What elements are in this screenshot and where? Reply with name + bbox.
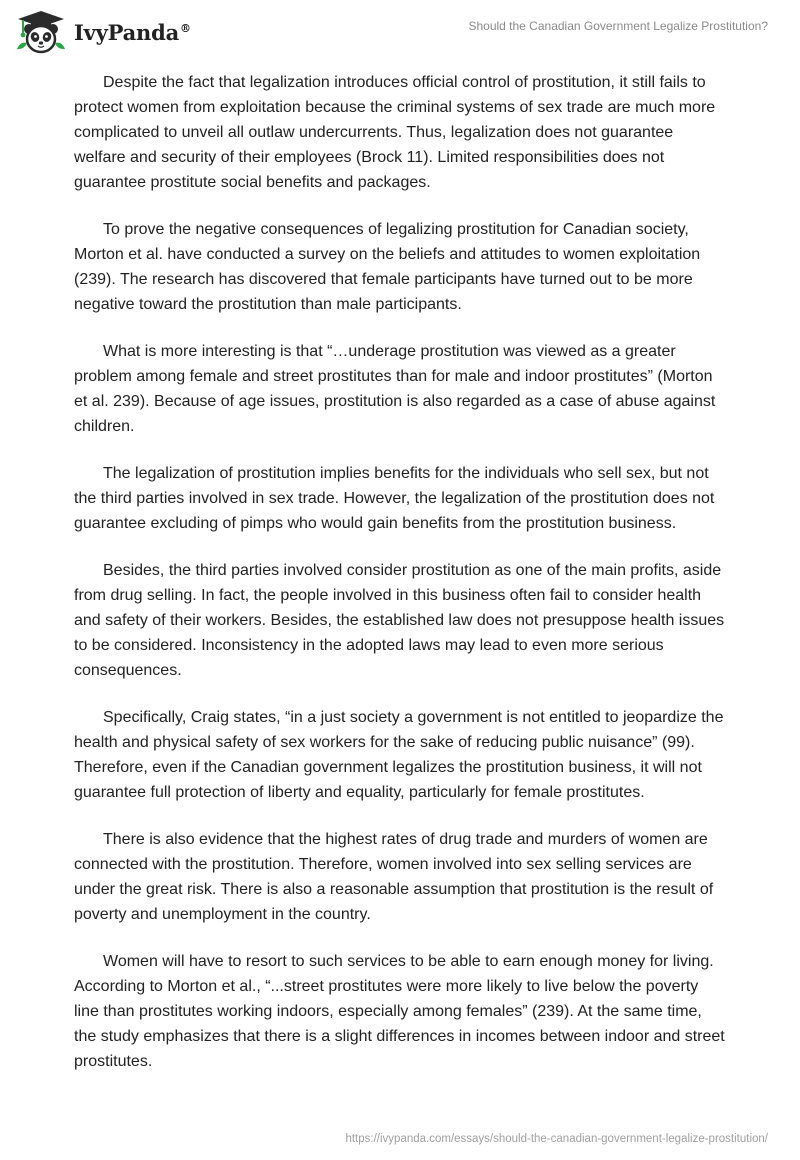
source-url-link[interactable]: https://ivypanda.com/essays/should-the-canadian-government-legalize-prostitution/ bbox=[345, 1133, 768, 1145]
paragraph-4: The legalization of prostitution implies benefits for the individuals who sell sex, but not the third parties involved in sex trade. However, the legalization of the prostitution does not guarantee excluding of pimps who would gain benefits from the prostitution business. bbox=[74, 465, 715, 532]
paragraph-2: To prove the negative consequences of legalizing prostitution for Canadian society, Morton et al. have conducted a survey on the beliefs and attitudes to women exploitation (239). The research has discovered that female participants have turned out to be more negative toward the prostitution than male participants. bbox=[74, 221, 701, 313]
document-title: Should the Canadian Government Legalize Prostitution? bbox=[468, 19, 768, 33]
essay-body bbox=[74, 70, 726, 1096]
paragraph-5: Besides, the third parties involved consider prostitution as one of the main profits, aside from drug selling. In fact, the people involved in this business often fail to consider health and safety of their workers. Besides, the established law does not presuppose health issues to be considered. Inconsistency in the adopted laws may lead to even more serious consequences. bbox=[74, 562, 725, 679]
page-header bbox=[0, 0, 800, 60]
paragraph-7: There is also evidence that the highest rates of drug trade and murders of women are connected with the prostitution. Therefore, women involved into sex selling services are under the great risk. There is also a reasonable assumption that prostitution is the result of poverty and unemployment in the country. bbox=[74, 831, 714, 923]
ivypanda-logo[interactable] bbox=[14, 8, 191, 56]
panda-graduate-icon bbox=[14, 9, 68, 55]
paragraph-3: What is more interesting is that “…underage prostitution was viewed as a greater problem among female and street prostitutes than for male and indoor prostitutes” (Morton et al. 239). Because of age issues, prostitution is also regarded as a case of abuse against children. bbox=[74, 343, 716, 435]
registered-mark: ® bbox=[180, 21, 191, 35]
brand-name: IvyPanda® bbox=[74, 19, 191, 45]
paragraph-1: Despite the fact that legalization introduces official control of prostitution, it still fails to protect women from exploitation because the criminal systems of sex trade are much more complicated to unveil all outlaw undercurrents. Thus, legalization does not guarantee welfare and security of their employees (Brock 11). Limited responsibilities does not guarantee prostitute social benefits and packages. bbox=[74, 74, 716, 191]
paragraph-6: Specifically, Craig states, “in a just society a government is not entitled to jeopardize the health and physical safety of sex workers for the sake of reducing public nuisance” (99). Therefore, even if the Canadian government legalizes the prostitution business, it will not guarantee full protection of liberty and equality, particularly for female prostitutes. bbox=[74, 709, 724, 801]
paragraph-8: Women will have to resort to such services to be able to earn enough money for living. According to Morton et al., “...street prostitutes were more likely to live below the poverty line than prostitutes working indoors, especially among females” (239). At the same time, the study emphasizes that there is a slight differences in incomes between indoor and street prostitutes. bbox=[74, 953, 725, 1070]
